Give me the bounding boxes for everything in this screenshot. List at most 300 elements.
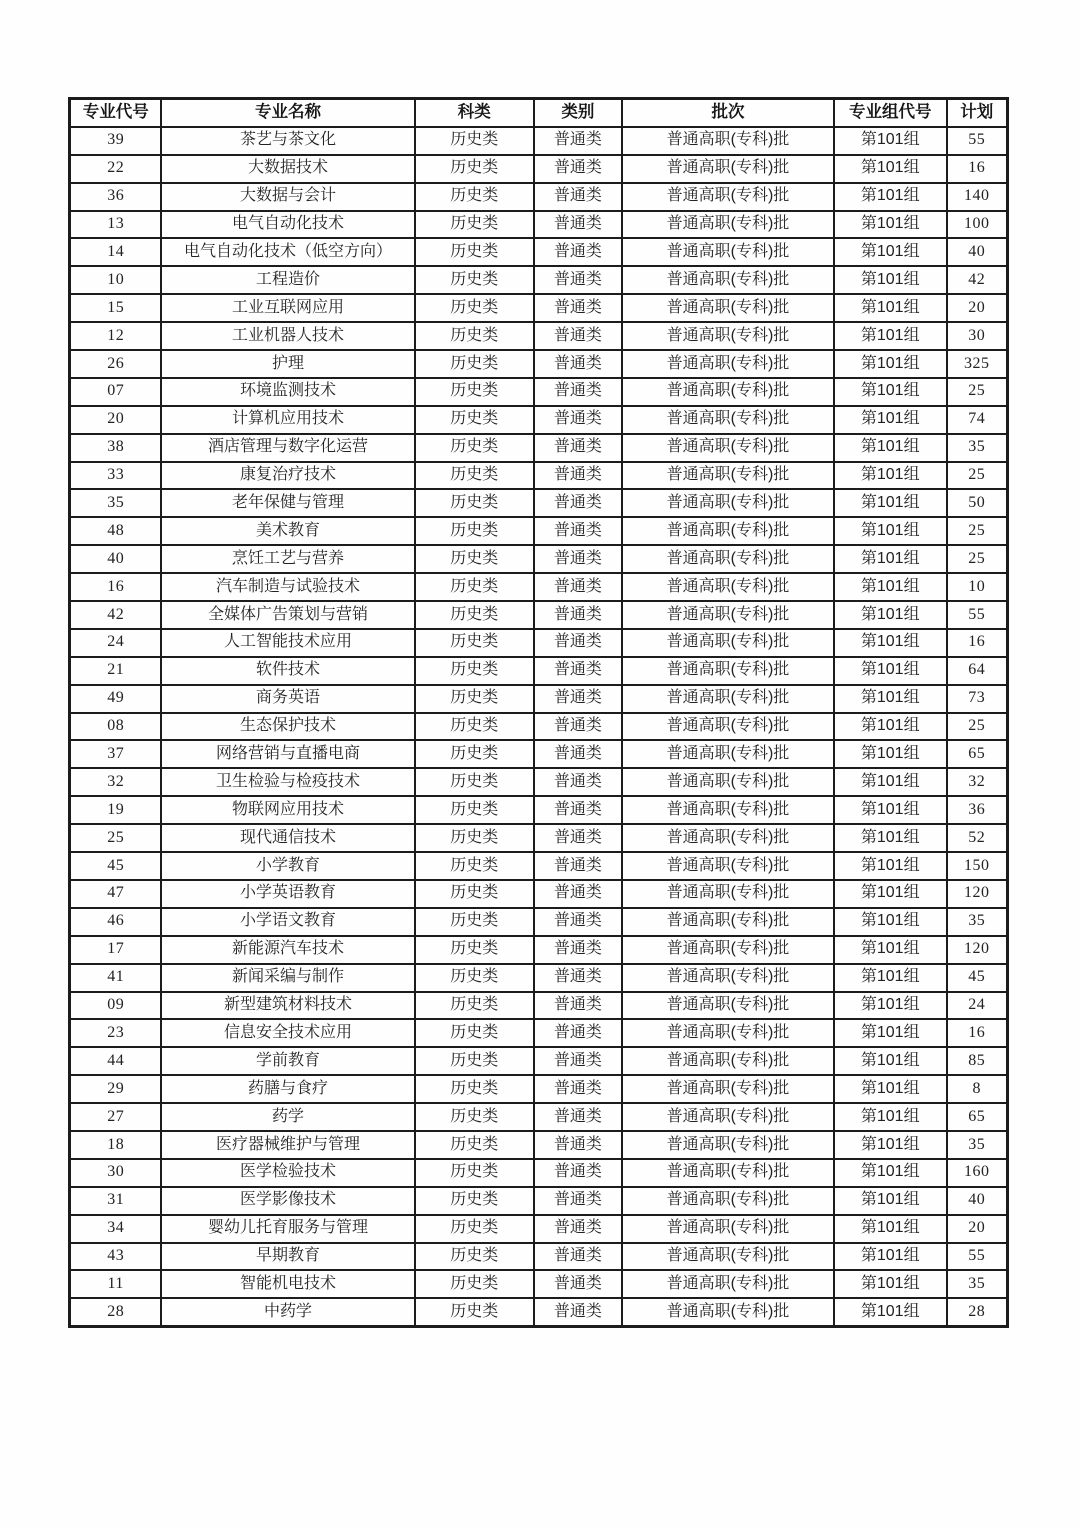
- cell-plan: 52: [947, 824, 1008, 852]
- cell-batch: 普通高职(专科)批: [622, 740, 834, 768]
- cell-plan: 35: [947, 1270, 1008, 1298]
- table-row: [70, 601, 1008, 629]
- cell-plan: 55: [947, 1243, 1008, 1271]
- table-row: [70, 266, 1008, 294]
- cell-subject-category: 历史类: [415, 1270, 534, 1298]
- header-plan: 计划: [947, 99, 1008, 127]
- table-row: [70, 908, 1008, 936]
- cell-batch: 普通高职(专科)批: [622, 322, 834, 350]
- cell-major-code: 44: [70, 1047, 162, 1075]
- cell-subject-category: 历史类: [415, 1243, 534, 1271]
- cell-category: 普通类: [534, 908, 622, 936]
- table-row: [70, 1159, 1008, 1187]
- cell-plan: 120: [947, 880, 1008, 908]
- cell-batch: 普通高职(专科)批: [622, 1270, 834, 1298]
- cell-major-group-code: 第101组: [834, 238, 947, 266]
- cell-major-code: 37: [70, 740, 162, 768]
- cell-plan: 120: [947, 936, 1008, 964]
- cell-category: 普通类: [534, 685, 622, 713]
- cell-major-group-code: 第101组: [834, 406, 947, 434]
- table-row: [70, 740, 1008, 768]
- cell-major-name: 小学英语教育: [161, 880, 414, 908]
- cell-plan: 42: [947, 266, 1008, 294]
- cell-batch: 普通高职(专科)批: [622, 211, 834, 239]
- cell-plan: 24: [947, 992, 1008, 1020]
- cell-major-name: 智能机电技术: [161, 1270, 414, 1298]
- cell-major-group-code: 第101组: [834, 908, 947, 936]
- cell-major-code: 41: [70, 964, 162, 992]
- cell-category: 普通类: [534, 127, 622, 155]
- cell-subject-category: 历史类: [415, 852, 534, 880]
- cell-batch: 普通高职(专科)批: [622, 462, 834, 490]
- cell-category: 普通类: [534, 350, 622, 378]
- cell-category: 普通类: [534, 880, 622, 908]
- cell-subject-category: 历史类: [415, 908, 534, 936]
- cell-subject-category: 历史类: [415, 434, 534, 462]
- cell-major-group-code: 第101组: [834, 824, 947, 852]
- cell-plan: 35: [947, 1131, 1008, 1159]
- cell-category: 普通类: [534, 378, 622, 406]
- cell-major-code: 48: [70, 517, 162, 545]
- cell-batch: 普通高职(专科)批: [622, 183, 834, 211]
- cell-major-group-code: 第101组: [834, 1159, 947, 1187]
- cell-plan: 16: [947, 1019, 1008, 1047]
- cell-major-code: 19: [70, 796, 162, 824]
- cell-major-group-code: 第101组: [834, 768, 947, 796]
- cell-major-group-code: 第101组: [834, 1047, 947, 1075]
- table-row: [70, 1019, 1008, 1047]
- cell-major-code: 14: [70, 238, 162, 266]
- cell-major-group-code: 第101组: [834, 1215, 947, 1243]
- cell-major-code: 28: [70, 1298, 162, 1326]
- cell-major-code: 11: [70, 1270, 162, 1298]
- cell-major-name: 大数据与会计: [161, 183, 414, 211]
- table-row: [70, 573, 1008, 601]
- cell-category: 普通类: [534, 1131, 622, 1159]
- cell-category: 普通类: [534, 489, 622, 517]
- cell-subject-category: 历史类: [415, 657, 534, 685]
- cell-subject-category: 历史类: [415, 266, 534, 294]
- cell-major-code: 42: [70, 601, 162, 629]
- cell-subject-category: 历史类: [415, 517, 534, 545]
- table-row: [70, 462, 1008, 490]
- cell-subject-category: 历史类: [415, 545, 534, 573]
- cell-batch: 普通高职(专科)批: [622, 936, 834, 964]
- header-batch: 批次: [622, 99, 834, 127]
- cell-batch: 普通高职(专科)批: [622, 573, 834, 601]
- table-row: [70, 238, 1008, 266]
- cell-plan: 32: [947, 768, 1008, 796]
- cell-major-code: 23: [70, 1019, 162, 1047]
- cell-major-name: 早期教育: [161, 1243, 414, 1271]
- cell-subject-category: 历史类: [415, 880, 534, 908]
- table-row: [70, 880, 1008, 908]
- table-row: [70, 1270, 1008, 1298]
- cell-major-group-code: 第101组: [834, 1243, 947, 1271]
- cell-major-name: 护理: [161, 350, 414, 378]
- cell-plan: 325: [947, 350, 1008, 378]
- cell-major-name: 学前教育: [161, 1047, 414, 1075]
- cell-subject-category: 历史类: [415, 713, 534, 741]
- cell-major-code: 34: [70, 1215, 162, 1243]
- cell-subject-category: 历史类: [415, 378, 534, 406]
- cell-category: 普通类: [534, 462, 622, 490]
- cell-major-code: 22: [70, 155, 162, 183]
- cell-major-group-code: 第101组: [834, 322, 947, 350]
- table-row: [70, 1047, 1008, 1075]
- table-row: [70, 1075, 1008, 1103]
- table-row: [70, 629, 1008, 657]
- cell-major-code: 10: [70, 266, 162, 294]
- table-row: [70, 713, 1008, 741]
- cell-category: 普通类: [534, 238, 622, 266]
- cell-subject-category: 历史类: [415, 768, 534, 796]
- table-row: [70, 1298, 1008, 1326]
- cell-subject-category: 历史类: [415, 796, 534, 824]
- table-row: [70, 127, 1008, 155]
- cell-major-name: 卫生检验与检疫技术: [161, 768, 414, 796]
- cell-subject-category: 历史类: [415, 964, 534, 992]
- table-row: [70, 183, 1008, 211]
- cell-major-name: 电气自动化技术（低空方向）: [161, 238, 414, 266]
- cell-major-code: 27: [70, 1103, 162, 1131]
- cell-major-group-code: 第101组: [834, 1019, 947, 1047]
- table-body: [70, 127, 1008, 1327]
- cell-plan: 85: [947, 1047, 1008, 1075]
- cell-major-group-code: 第101组: [834, 183, 947, 211]
- cell-category: 普通类: [534, 852, 622, 880]
- cell-subject-category: 历史类: [415, 462, 534, 490]
- cell-batch: 普通高职(专科)批: [622, 824, 834, 852]
- cell-major-name: 全媒体广告策划与营销: [161, 601, 414, 629]
- header-major-code: 专业代号: [70, 99, 162, 127]
- cell-major-group-code: 第101组: [834, 266, 947, 294]
- cell-major-code: 17: [70, 936, 162, 964]
- table-row: [70, 992, 1008, 1020]
- cell-batch: 普通高职(专科)批: [622, 1019, 834, 1047]
- cell-major-name: 环境监测技术: [161, 378, 414, 406]
- cell-plan: 140: [947, 183, 1008, 211]
- cell-major-name: 酒店管理与数字化运营: [161, 434, 414, 462]
- cell-major-code: 30: [70, 1159, 162, 1187]
- cell-plan: 16: [947, 629, 1008, 657]
- table-row: [70, 1131, 1008, 1159]
- cell-major-name: 中药学: [161, 1298, 414, 1326]
- cell-major-name: 婴幼儿托育服务与管理: [161, 1215, 414, 1243]
- cell-category: 普通类: [534, 545, 622, 573]
- cell-major-code: 24: [70, 629, 162, 657]
- cell-plan: 55: [947, 127, 1008, 155]
- cell-batch: 普通高职(专科)批: [622, 406, 834, 434]
- cell-category: 普通类: [534, 768, 622, 796]
- cell-major-name: 康复治疗技术: [161, 462, 414, 490]
- cell-major-code: 21: [70, 657, 162, 685]
- cell-major-name: 药膳与食疗: [161, 1075, 414, 1103]
- cell-major-group-code: 第101组: [834, 713, 947, 741]
- cell-major-code: 33: [70, 462, 162, 490]
- cell-subject-category: 历史类: [415, 1159, 534, 1187]
- cell-batch: 普通高职(专科)批: [622, 517, 834, 545]
- cell-major-name: 工业互联网应用: [161, 294, 414, 322]
- cell-plan: 100: [947, 211, 1008, 239]
- table-row: [70, 936, 1008, 964]
- cell-major-group-code: 第101组: [834, 936, 947, 964]
- table-row: [70, 211, 1008, 239]
- cell-major-group-code: 第101组: [834, 573, 947, 601]
- cell-plan: 73: [947, 685, 1008, 713]
- cell-major-group-code: 第101组: [834, 1270, 947, 1298]
- cell-category: 普通类: [534, 294, 622, 322]
- cell-major-code: 26: [70, 350, 162, 378]
- cell-major-name: 商务英语: [161, 685, 414, 713]
- cell-plan: 25: [947, 462, 1008, 490]
- cell-major-group-code: 第101组: [834, 657, 947, 685]
- cell-major-name: 现代通信技术: [161, 824, 414, 852]
- cell-plan: 150: [947, 852, 1008, 880]
- cell-plan: 10: [947, 573, 1008, 601]
- cell-category: 普通类: [534, 1187, 622, 1215]
- cell-major-group-code: 第101组: [834, 294, 947, 322]
- cell-major-name: 小学语文教育: [161, 908, 414, 936]
- cell-major-name: 工程造价: [161, 266, 414, 294]
- cell-major-code: 31: [70, 1187, 162, 1215]
- cell-major-code: 07: [70, 378, 162, 406]
- cell-batch: 普通高职(专科)批: [622, 880, 834, 908]
- table-row: [70, 824, 1008, 852]
- cell-plan: 35: [947, 434, 1008, 462]
- cell-major-group-code: 第101组: [834, 1131, 947, 1159]
- cell-category: 普通类: [534, 434, 622, 462]
- cell-category: 普通类: [534, 1215, 622, 1243]
- cell-batch: 普通高职(专科)批: [622, 685, 834, 713]
- cell-major-name: 汽车制造与试验技术: [161, 573, 414, 601]
- cell-batch: 普通高职(专科)批: [622, 629, 834, 657]
- cell-plan: 25: [947, 545, 1008, 573]
- cell-plan: 20: [947, 294, 1008, 322]
- cell-subject-category: 历史类: [415, 685, 534, 713]
- cell-batch: 普通高职(专科)批: [622, 1243, 834, 1271]
- cell-major-group-code: 第101组: [834, 462, 947, 490]
- cell-major-name: 新型建筑材料技术: [161, 992, 414, 1020]
- cell-category: 普通类: [534, 1047, 622, 1075]
- cell-plan: 16: [947, 155, 1008, 183]
- cell-major-group-code: 第101组: [834, 545, 947, 573]
- table-row: [70, 657, 1008, 685]
- cell-major-name: 老年保健与管理: [161, 489, 414, 517]
- table-header-row: [70, 99, 1008, 127]
- cell-batch: 普通高职(专科)批: [622, 238, 834, 266]
- cell-major-group-code: 第101组: [834, 1187, 947, 1215]
- cell-subject-category: 历史类: [415, 1131, 534, 1159]
- cell-major-name: 药学: [161, 1103, 414, 1131]
- cell-major-code: 47: [70, 880, 162, 908]
- table-row: [70, 489, 1008, 517]
- cell-batch: 普通高职(专科)批: [622, 294, 834, 322]
- cell-plan: 8: [947, 1075, 1008, 1103]
- cell-batch: 普通高职(专科)批: [622, 545, 834, 573]
- cell-major-group-code: 第101组: [834, 992, 947, 1020]
- table-row: [70, 1243, 1008, 1271]
- cell-major-name: 物联网应用技术: [161, 796, 414, 824]
- cell-batch: 普通高职(专科)批: [622, 266, 834, 294]
- cell-major-group-code: 第101组: [834, 1103, 947, 1131]
- cell-category: 普通类: [534, 155, 622, 183]
- cell-batch: 普通高职(专科)批: [622, 1103, 834, 1131]
- cell-plan: 50: [947, 489, 1008, 517]
- cell-major-group-code: 第101组: [834, 350, 947, 378]
- cell-major-group-code: 第101组: [834, 378, 947, 406]
- cell-major-code: 13: [70, 211, 162, 239]
- cell-subject-category: 历史类: [415, 1103, 534, 1131]
- cell-major-code: 36: [70, 183, 162, 211]
- cell-major-group-code: 第101组: [834, 964, 947, 992]
- cell-major-code: 32: [70, 768, 162, 796]
- cell-plan: 28: [947, 1298, 1008, 1326]
- cell-category: 普通类: [534, 266, 622, 294]
- cell-batch: 普通高职(专科)批: [622, 992, 834, 1020]
- cell-category: 普通类: [534, 657, 622, 685]
- cell-subject-category: 历史类: [415, 489, 534, 517]
- table-row: [70, 964, 1008, 992]
- table-row: [70, 1187, 1008, 1215]
- cell-major-group-code: 第101组: [834, 601, 947, 629]
- cell-batch: 普通高职(专科)批: [622, 127, 834, 155]
- cell-batch: 普通高职(专科)批: [622, 378, 834, 406]
- cell-category: 普通类: [534, 601, 622, 629]
- table-row: [70, 155, 1008, 183]
- cell-major-group-code: 第101组: [834, 489, 947, 517]
- cell-major-group-code: 第101组: [834, 629, 947, 657]
- table-row: [70, 685, 1008, 713]
- cell-major-code: 39: [70, 127, 162, 155]
- table-row: [70, 796, 1008, 824]
- cell-batch: 普通高职(专科)批: [622, 796, 834, 824]
- cell-subject-category: 历史类: [415, 936, 534, 964]
- cell-batch: 普通高职(专科)批: [622, 489, 834, 517]
- cell-major-group-code: 第101组: [834, 740, 947, 768]
- table-row: [70, 517, 1008, 545]
- cell-subject-category: 历史类: [415, 740, 534, 768]
- cell-major-group-code: 第101组: [834, 852, 947, 880]
- cell-category: 普通类: [534, 1019, 622, 1047]
- cell-major-group-code: 第101组: [834, 517, 947, 545]
- cell-subject-category: 历史类: [415, 294, 534, 322]
- cell-category: 普通类: [534, 1159, 622, 1187]
- cell-major-name: 人工智能技术应用: [161, 629, 414, 657]
- cell-batch: 普通高职(专科)批: [622, 1298, 834, 1326]
- cell-batch: 普通高职(专科)批: [622, 713, 834, 741]
- cell-major-code: 49: [70, 685, 162, 713]
- cell-subject-category: 历史类: [415, 211, 534, 239]
- cell-major-code: 43: [70, 1243, 162, 1271]
- cell-major-name: 电气自动化技术: [161, 211, 414, 239]
- cell-category: 普通类: [534, 824, 622, 852]
- table-row: [70, 378, 1008, 406]
- table-row: [70, 294, 1008, 322]
- cell-major-name: 大数据技术: [161, 155, 414, 183]
- cell-major-group-code: 第101组: [834, 155, 947, 183]
- cell-subject-category: 历史类: [415, 350, 534, 378]
- cell-plan: 64: [947, 657, 1008, 685]
- cell-major-code: 46: [70, 908, 162, 936]
- cell-plan: 40: [947, 1187, 1008, 1215]
- cell-subject-category: 历史类: [415, 601, 534, 629]
- cell-major-code: 20: [70, 406, 162, 434]
- cell-category: 普通类: [534, 796, 622, 824]
- cell-category: 普通类: [534, 517, 622, 545]
- cell-subject-category: 历史类: [415, 1187, 534, 1215]
- cell-subject-category: 历史类: [415, 1215, 534, 1243]
- cell-category: 普通类: [534, 406, 622, 434]
- cell-batch: 普通高职(专科)批: [622, 350, 834, 378]
- cell-major-group-code: 第101组: [834, 1075, 947, 1103]
- cell-major-name: 烹饪工艺与营养: [161, 545, 414, 573]
- cell-subject-category: 历史类: [415, 1075, 534, 1103]
- cell-category: 普通类: [534, 573, 622, 601]
- cell-subject-category: 历史类: [415, 406, 534, 434]
- cell-batch: 普通高职(专科)批: [622, 657, 834, 685]
- cell-major-group-code: 第101组: [834, 1298, 947, 1326]
- cell-plan: 20: [947, 1215, 1008, 1243]
- cell-major-group-code: 第101组: [834, 685, 947, 713]
- cell-category: 普通类: [534, 629, 622, 657]
- cell-category: 普通类: [534, 992, 622, 1020]
- cell-subject-category: 历史类: [415, 1019, 534, 1047]
- cell-category: 普通类: [534, 211, 622, 239]
- cell-batch: 普通高职(专科)批: [622, 964, 834, 992]
- table-row: [70, 545, 1008, 573]
- cell-major-code: 25: [70, 824, 162, 852]
- cell-plan: 65: [947, 1103, 1008, 1131]
- cell-plan: 65: [947, 740, 1008, 768]
- table-row: [70, 434, 1008, 462]
- cell-batch: 普通高职(专科)批: [622, 908, 834, 936]
- cell-batch: 普通高职(专科)批: [622, 1159, 834, 1187]
- cell-subject-category: 历史类: [415, 1298, 534, 1326]
- cell-subject-category: 历史类: [415, 127, 534, 155]
- cell-batch: 普通高职(专科)批: [622, 852, 834, 880]
- cell-category: 普通类: [534, 1270, 622, 1298]
- cell-major-name: 茶艺与茶文化: [161, 127, 414, 155]
- cell-category: 普通类: [534, 1298, 622, 1326]
- cell-major-name: 计算机应用技术: [161, 406, 414, 434]
- cell-plan: 160: [947, 1159, 1008, 1187]
- cell-major-name: 网络营销与直播电商: [161, 740, 414, 768]
- cell-major-group-code: 第101组: [834, 211, 947, 239]
- cell-subject-category: 历史类: [415, 573, 534, 601]
- header-category: 类别: [534, 99, 622, 127]
- cell-plan: 25: [947, 378, 1008, 406]
- cell-subject-category: 历史类: [415, 1047, 534, 1075]
- cell-batch: 普通高职(专科)批: [622, 1131, 834, 1159]
- cell-category: 普通类: [534, 713, 622, 741]
- cell-plan: 25: [947, 713, 1008, 741]
- cell-major-group-code: 第101组: [834, 434, 947, 462]
- cell-major-group-code: 第101组: [834, 796, 947, 824]
- cell-plan: 30: [947, 322, 1008, 350]
- cell-subject-category: 历史类: [415, 629, 534, 657]
- cell-major-code: 29: [70, 1075, 162, 1103]
- cell-batch: 普通高职(专科)批: [622, 1075, 834, 1103]
- table-row: [70, 1215, 1008, 1243]
- cell-batch: 普通高职(专科)批: [622, 434, 834, 462]
- cell-major-name: 软件技术: [161, 657, 414, 685]
- cell-batch: 普通高职(专科)批: [622, 1187, 834, 1215]
- cell-batch: 普通高职(专科)批: [622, 601, 834, 629]
- cell-subject-category: 历史类: [415, 992, 534, 1020]
- cell-major-name: 医学检验技术: [161, 1159, 414, 1187]
- table-row: [70, 406, 1008, 434]
